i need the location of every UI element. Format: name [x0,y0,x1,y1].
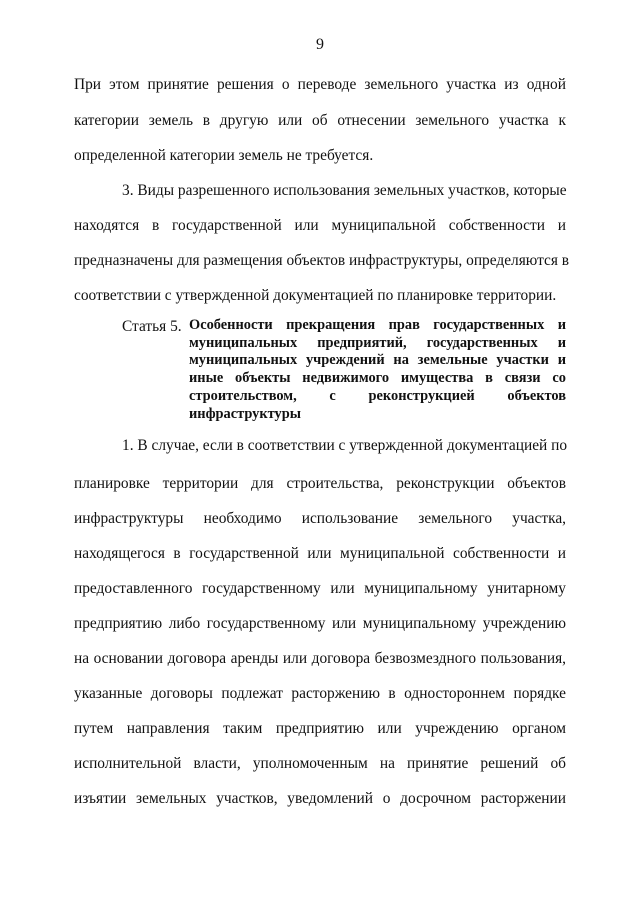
page-number: 9 [316,36,324,53]
paragraph-line: При этом принятие решения о переводе земельного участка из одной [74,76,566,93]
paragraph-line: определенной категории земель не требуется. [74,147,374,164]
paragraph-line: предоставленного государственному или муниципальному унитарному [74,580,566,597]
article-label: Статья 5. [122,318,182,335]
paragraph-line: 1. В случае, если в соответствии с утвержденной документацией по [122,437,568,454]
article-title-line: строительством, с реконструкцией объектов [189,387,566,404]
paragraph-line: предназначены для размещения объектов инфраструктуры, определяются в [74,252,570,269]
paragraph-line: категории земель в другую или об отнесении земельного участка к [74,112,566,129]
paragraph-line: предприятию либо государственному или муниципальному учреждению [74,615,566,632]
article-title-line: иные объекты недвижимого имущества в связи со [189,370,566,387]
article-title-line: инфраструктуры [189,405,301,422]
article-title-line: Особенности прекращения прав государственных и [189,317,566,333]
paragraph-line: планировке территории для строительства, реконструкции объектов [74,475,566,492]
paragraph-line: 3. Виды разрешенного использования земельных участков, которые [122,182,567,199]
article-title-line: муниципальных предприятий, государственных и [189,334,566,351]
paragraph-line: изъятии земельных участков, уведомлений о досрочном расторжении [74,790,566,807]
paragraph-line: указанные договоры подлежат расторжению в одностороннем порядке [74,685,566,702]
paragraph-line: находящегося в государственной или муниципальной собственности и [74,545,566,562]
paragraph-line: исполнительной власти, уполномоченным на принятие решений об [74,755,566,772]
article-title-line: муниципальных учреждений на земельные участки и [189,352,566,369]
article-title [189,317,566,423]
paragraph-line: путем направления таким предприятию или учреждению органом [74,720,566,737]
paragraph-line: инфраструктуры необходимо использование земельного участка, [74,510,566,527]
paragraph-line: находятся в государственной или муниципальной собственности и [74,217,566,234]
paragraph-line: соответствии с утвержденной документацией по планировке территории. [74,287,557,304]
paragraph-line: на основании договора аренды или договора безвозмездного пользования, [74,650,566,667]
